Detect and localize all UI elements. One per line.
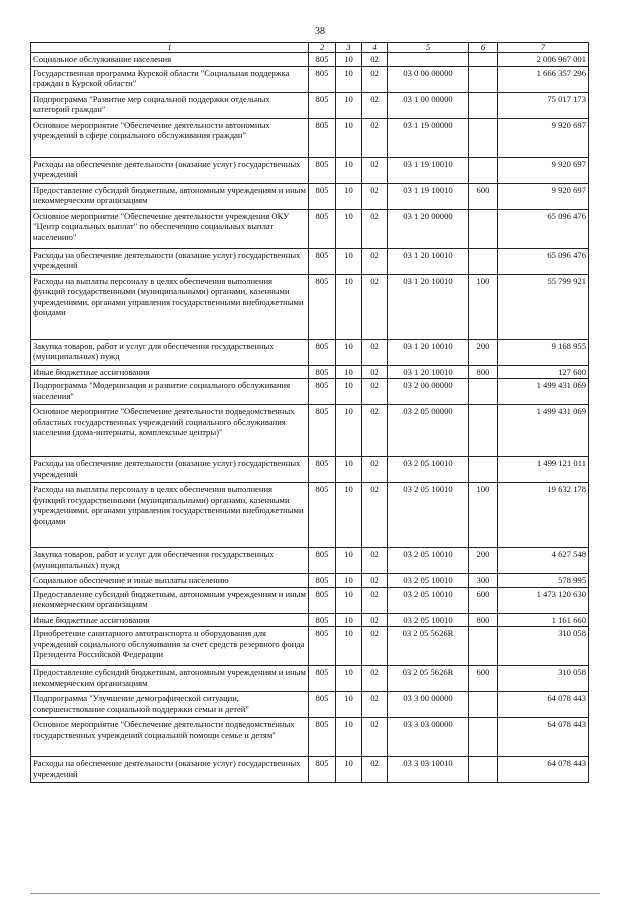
cell-section: 10 [336,183,362,209]
header-col-3: 3 [336,43,362,53]
cell-admin-code: 805 [309,339,336,365]
table-row [31,627,589,666]
cell-admin-code: 805 [309,66,336,92]
cell-amount: 4 627 548 [498,548,589,574]
cell-admin-code: 805 [309,53,336,67]
cell-admin-code: 805 [309,457,336,483]
cell-subsection: 02 [362,548,388,574]
header-col-1: 1 [31,43,309,53]
cell-subsection: 02 [362,118,388,157]
cell-section: 10 [336,457,362,483]
cell-target-article: 03 2 05 10010 [388,587,469,613]
cell-subsection: 02 [362,53,388,67]
table-header-row [31,43,589,53]
cell-expense-type [469,379,498,405]
budget-table [30,42,589,783]
cell-amount: 9 920 697 [498,157,589,183]
cell-subsection: 02 [362,613,388,627]
cell-section: 10 [336,118,362,157]
table-row [31,183,589,209]
cell-expense-type: 100 [469,483,498,548]
cell-amount: 9 920 697 [498,118,589,157]
cell-subsection: 02 [362,66,388,92]
cell-admin-code: 805 [309,248,336,274]
cell-expense-type [469,157,498,183]
cell-expense-type: 600 [469,183,498,209]
table-row [31,692,589,718]
cell-section: 10 [336,587,362,613]
table-row [31,209,589,248]
cell-name: Иные бюджетные ассигнования [31,613,309,627]
cell-target-article: 03 2 05 00000 [388,405,469,457]
cell-target-article [388,53,469,67]
cell-amount: 310 058 [498,666,589,692]
table-row [31,613,589,627]
cell-name: Социальное обеспечение и иные выплаты населению [31,574,309,588]
cell-amount: 64 078 443 [498,757,589,783]
cell-target-article: 03 1 19 10010 [388,183,469,209]
cell-expense-type: 100 [469,274,498,339]
cell-amount: 64 078 443 [498,692,589,718]
cell-section: 10 [336,574,362,588]
table-row [31,574,589,588]
cell-target-article: 03 2 05 10010 [388,483,469,548]
cell-amount: 127 600 [498,365,589,379]
table-row [31,457,589,483]
cell-name: Предоставление субсидий бюджетным, автономным учреждениям и иным некоммерческим организациям [31,183,309,209]
cell-target-article: 03 1 19 10010 [388,157,469,183]
cell-subsection: 02 [362,274,388,339]
cell-subsection: 02 [362,339,388,365]
cell-target-article: 03 0 00 00000 [388,66,469,92]
cell-subsection: 02 [362,692,388,718]
table-row [31,92,589,118]
cell-target-article: 03 3 03 10010 [388,757,469,783]
cell-name: Подпрограмма "Улучшение демографической ситуации, совершенствование социальной поддержки семьи и детей" [31,692,309,718]
cell-subsection: 02 [362,157,388,183]
cell-target-article: 03 1 20 10010 [388,274,469,339]
cell-admin-code: 805 [309,183,336,209]
cell-expense-type: 200 [469,548,498,574]
cell-admin-code: 805 [309,757,336,783]
cell-admin-code: 805 [309,365,336,379]
cell-admin-code: 805 [309,548,336,574]
cell-expense-type: 800 [469,613,498,627]
cell-expense-type: 800 [469,365,498,379]
cell-amount: 55 799 921 [498,274,589,339]
cell-name: Расходы на обеспечение деятельности (оказание услуг) государственных учреждений [31,248,309,274]
header-col-7: 7 [498,43,589,53]
cell-subsection: 02 [362,757,388,783]
table-row [31,666,589,692]
cell-expense-type [469,248,498,274]
cell-name: Основное мероприятие "Обеспечение деятельности автономных учреждений в сфере социального обслуживания граждан" [31,118,309,157]
cell-admin-code: 805 [309,666,336,692]
cell-amount: 1 499 431 069 [498,405,589,457]
cell-expense-type [469,66,498,92]
cell-section: 10 [336,157,362,183]
cell-expense-type [469,405,498,457]
cell-expense-type [469,627,498,666]
cell-subsection: 02 [362,365,388,379]
cell-section: 10 [336,405,362,457]
cell-admin-code: 805 [309,209,336,248]
table-row [31,274,589,339]
cell-expense-type: 300 [469,574,498,588]
cell-amount: 2 006 967 001 [498,53,589,67]
cell-subsection: 02 [362,574,388,588]
table-row [31,248,589,274]
header-col-5: 5 [388,43,469,53]
table-row [31,757,589,783]
cell-subsection: 02 [362,457,388,483]
cell-name: Расходы на выплаты персоналу в целях обеспечения выполнения функций государственными (муниципальными) органами, казенными учреждениями, органами управления государственными внебюджетными фондами [31,483,309,548]
cell-amount: 9 920 697 [498,183,589,209]
cell-target-article: 03 1 00 00000 [388,92,469,118]
cell-amount: 9 168 955 [498,339,589,365]
cell-amount: 578 995 [498,574,589,588]
cell-expense-type [469,53,498,67]
cell-expense-type: 600 [469,587,498,613]
cell-target-article: 03 3 00 00000 [388,692,469,718]
cell-section: 10 [336,66,362,92]
cell-section: 10 [336,718,362,757]
cell-amount: 65 096 476 [498,209,589,248]
cell-target-article: 03 2 05 10010 [388,457,469,483]
table-row [31,405,589,457]
cell-section: 10 [336,248,362,274]
cell-amount: 64 078 443 [498,718,589,757]
cell-name: Государственная программа Курской области "Социальная поддержка граждан в Курской области" [31,66,309,92]
cell-name: Расходы на обеспечение деятельности (оказание услуг) государственных учреждений [31,757,309,783]
cell-amount: 1 666 357 296 [498,66,589,92]
cell-admin-code: 805 [309,92,336,118]
table-row [31,718,589,757]
cell-section: 10 [336,274,362,339]
cell-target-article: 03 2 00 00000 [388,379,469,405]
page-number: 38 [315,26,325,37]
cell-target-article: 03 1 20 00000 [388,209,469,248]
table-row [31,157,589,183]
cell-admin-code: 805 [309,718,336,757]
cell-name: Расходы на обеспечение деятельности (оказание услуг) государственных учреждений [31,457,309,483]
cell-section: 10 [336,92,362,118]
cell-name: Подпрограмма "Развитие мер социальной поддержки отдельных категорий граждан" [31,92,309,118]
cell-subsection: 02 [362,405,388,457]
cell-name: Основное мероприятие "Обеспечение деятельности подведомственных областных государственных учреждений социального обслуживания населения (дома-интернаты, комплексные центры)" [31,405,309,457]
cell-name: Иные бюджетные ассигнования [31,365,309,379]
cell-target-article: 03 1 19 00000 [388,118,469,157]
cell-section: 10 [336,627,362,666]
cell-expense-type [469,692,498,718]
table-row [31,53,589,67]
cell-expense-type: 600 [469,666,498,692]
page-bottom-rule [30,893,600,894]
header-col-2: 2 [309,43,336,53]
cell-name: Основное мероприятие "Обеспечение деятельности учреждения ОКУ "Центр социальных выплат" по обеспечению социальных выплат населению" [31,209,309,248]
header-col-6: 6 [469,43,498,53]
table-row [31,118,589,157]
cell-expense-type [469,118,498,157]
cell-section: 10 [336,365,362,379]
cell-name: Основное мероприятие "Обеспечение деятельности подведомственных государственных учреждений социальной помощи семье и детям" [31,718,309,757]
cell-subsection: 02 [362,627,388,666]
cell-name: Закупка товаров, работ и услуг для обеспечения государственных (муниципальных) нужд [31,548,309,574]
cell-amount: 1 499 121 011 [498,457,589,483]
cell-section: 10 [336,692,362,718]
table-row [31,365,589,379]
cell-amount: 310 058 [498,627,589,666]
table-row [31,66,589,92]
cell-subsection: 02 [362,183,388,209]
cell-amount: 1 161 660 [498,613,589,627]
cell-name: Социальное обслуживание населения [31,53,309,67]
cell-admin-code: 805 [309,483,336,548]
cell-name: Расходы на выплаты персоналу в целях обеспечения выполнения функций государственными (муниципальными) органами, казенными учреждениями, органами управления государственными внебюджетными фондами [31,274,309,339]
cell-admin-code: 805 [309,692,336,718]
cell-expense-type: 200 [469,339,498,365]
cell-section: 10 [336,209,362,248]
cell-amount: 19 632 178 [498,483,589,548]
cell-subsection: 02 [362,666,388,692]
cell-subsection: 02 [362,587,388,613]
cell-amount: 1 499 431 069 [498,379,589,405]
cell-section: 10 [336,666,362,692]
cell-target-article: 03 2 05 10010 [388,613,469,627]
cell-target-article: 03 2 05 5626R [388,627,469,666]
table-row [31,548,589,574]
cell-admin-code: 805 [309,118,336,157]
cell-section: 10 [336,379,362,405]
cell-name: Расходы на обеспечение деятельности (оказание услуг) государственных учреждений [31,157,309,183]
cell-admin-code: 805 [309,627,336,666]
cell-subsection: 02 [362,483,388,548]
cell-target-article: 03 3 03 00000 [388,718,469,757]
cell-target-article: 03 2 05 5626R [388,666,469,692]
cell-section: 10 [336,757,362,783]
cell-subsection: 02 [362,209,388,248]
cell-amount: 75 017 173 [498,92,589,118]
table-row [31,379,589,405]
cell-admin-code: 805 [309,157,336,183]
cell-section: 10 [336,339,362,365]
cell-target-article: 03 1 20 10010 [388,248,469,274]
cell-target-article: 03 2 05 10010 [388,574,469,588]
cell-admin-code: 805 [309,587,336,613]
cell-expense-type [469,209,498,248]
cell-target-article: 03 2 05 10010 [388,548,469,574]
cell-name: Приобретение санитарного автотранспорта и оборудования для учреждений социального обслуживания за счет средств резервного фонда Президента Российской Федерации [31,627,309,666]
cell-name: Предоставление субсидий бюджетным, автономным учреждениям и иным некоммерческим организациям [31,587,309,613]
cell-subsection: 02 [362,92,388,118]
cell-section: 10 [336,53,362,67]
cell-section: 10 [336,548,362,574]
table-row [31,339,589,365]
cell-target-article: 03 1 20 10010 [388,339,469,365]
cell-subsection: 02 [362,718,388,757]
cell-expense-type [469,718,498,757]
cell-subsection: 02 [362,379,388,405]
cell-section: 10 [336,483,362,548]
cell-expense-type [469,92,498,118]
cell-name: Подпрограмма "Модернизация и развитие социального обслуживания населения" [31,379,309,405]
cell-admin-code: 805 [309,613,336,627]
cell-target-article: 03 1 20 10010 [388,365,469,379]
cell-subsection: 02 [362,248,388,274]
cell-section: 10 [336,613,362,627]
table-row [31,587,589,613]
cell-name: Предоставление субсидий бюджетным, автономным учреждениям и иным некоммерческим организациям [31,666,309,692]
table-row [31,483,589,548]
cell-admin-code: 805 [309,405,336,457]
cell-amount: 65 096 476 [498,248,589,274]
cell-expense-type [469,457,498,483]
cell-admin-code: 805 [309,379,336,405]
cell-expense-type [469,757,498,783]
cell-admin-code: 805 [309,274,336,339]
cell-admin-code: 805 [309,574,336,588]
cell-name: Закупка товаров, работ и услуг для обеспечения государственных (муниципальных) нужд [31,339,309,365]
cell-amount: 1 473 120 630 [498,587,589,613]
header-col-4: 4 [362,43,388,53]
